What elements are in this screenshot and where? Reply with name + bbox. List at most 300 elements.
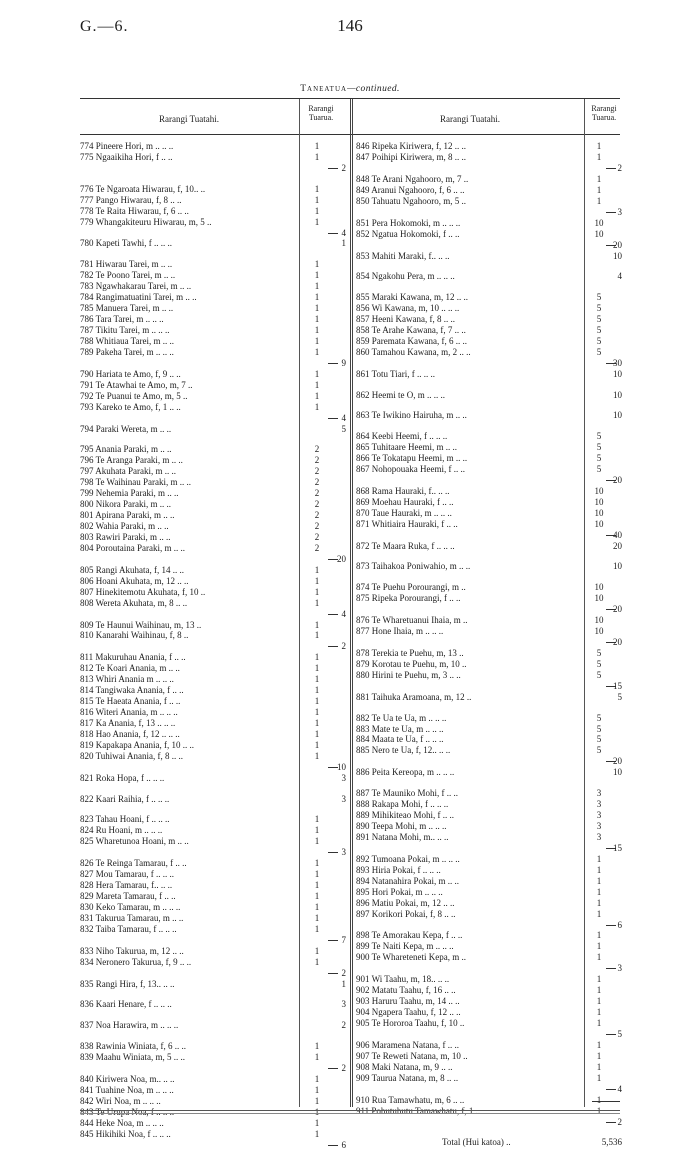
- grand-total-value: 5,536: [601, 1137, 622, 1148]
- entry-row: [80, 773, 350, 784]
- first-roll-value: 1: [314, 292, 320, 303]
- entry-name: 849 Aranui Ngahooro, f, 6 .. ..: [356, 184, 465, 195]
- first-roll-value: 5: [596, 442, 602, 453]
- entry-row: [80, 521, 350, 532]
- entry-name: 818 Hao Anania, f, 12 .. .. ..: [80, 729, 180, 739]
- entry-name: 901 Wi Taahu, m, 18.. .. ..: [356, 974, 450, 985]
- entry-row: [356, 876, 622, 887]
- entry-name: 829 Mareta Tamarau, f .. ..: [80, 891, 176, 902]
- entry-name: 813 Whiri Anania m .. .. ..: [80, 674, 174, 685]
- first-roll-value: 1: [314, 891, 320, 902]
- first-roll-value: 1: [314, 1052, 320, 1063]
- section-divider: [350, 99, 353, 1107]
- entry-row: [80, 902, 350, 913]
- subtotal-row: [356, 475, 622, 486]
- entry-row: [80, 957, 350, 968]
- first-roll-value: 1: [314, 1095, 320, 1106]
- entry-name: 878 Terekia te Puehu, m, 13 ..: [356, 647, 464, 658]
- entry-row: [80, 184, 350, 195]
- entry-name: 791 Te Atawhai te Amo, m, 7 ..: [80, 379, 193, 390]
- entry-name: 862 Heemi te O, m .. .. ..: [356, 389, 445, 400]
- entry-name: 904 Ngapera Taahu, f, 12 .. ..: [356, 1007, 461, 1018]
- second-roll-value: 2: [341, 641, 346, 652]
- entry-row: [356, 887, 622, 898]
- entry-row: [80, 369, 350, 380]
- entry-name: 910 Rua Tamawhatu, m, 6 .. ..: [356, 1094, 465, 1105]
- first-roll-value: 1: [314, 869, 320, 880]
- second-roll-value: 3: [341, 772, 346, 783]
- entry-row: [80, 455, 350, 466]
- first-roll-value: 10: [594, 626, 604, 637]
- first-roll-value: 2: [314, 444, 320, 455]
- entry-row: [80, 303, 350, 314]
- subtotal-row: [80, 609, 350, 620]
- entry-name: 867 Nohopouaka Heemi, f .. ..: [356, 464, 465, 475]
- entry-name: 807 Hinekitemotu Akuhata, f, 10 ..: [80, 586, 206, 597]
- first-roll-value: 5: [596, 303, 602, 314]
- entry-name: 796 Te Aranga Paraki, m .. ..: [80, 455, 183, 466]
- entry-row: [356, 141, 622, 152]
- first-roll-value: 5: [596, 669, 602, 680]
- entry-name: 806 Hoani Akuhata, m, 12 .. ..: [80, 575, 189, 586]
- page-number: 146: [337, 16, 363, 35]
- first-roll-value: 10: [594, 217, 604, 228]
- entry-row: [80, 444, 350, 455]
- first-roll-value: 1: [596, 1105, 602, 1116]
- entry-row: [80, 814, 350, 825]
- entry-row: [80, 946, 350, 957]
- second-roll-value: 3: [617, 963, 622, 974]
- first-roll-value: 10: [594, 615, 604, 626]
- entry-row: [356, 174, 622, 185]
- entry-name: 800 Nikora Paraki, m .. ..: [80, 499, 171, 510]
- first-roll-value: 1: [314, 205, 320, 216]
- first-roll-value: 3: [596, 788, 602, 799]
- first-roll-value: 1: [314, 281, 320, 292]
- entry-row: [356, 486, 622, 497]
- entry-row: [356, 788, 622, 799]
- entry-row: [356, 325, 622, 336]
- second-roll-value: 3: [341, 999, 346, 1010]
- entry-row: [356, 561, 622, 572]
- second-roll-value: 2: [617, 162, 622, 173]
- entry-name: 908 Maki Natana, m, 9 .. ..: [356, 1061, 453, 1072]
- entry-row: [80, 858, 350, 869]
- entry-name: 872 Te Maara Ruka, f .. .. ..: [356, 540, 455, 551]
- entry-name: 886 Peita Kereopa, m .. .. ..: [356, 767, 455, 778]
- entry-name: 852 Ngatua Hokomoki, f .. ..: [356, 228, 460, 239]
- entry-name: 876 Te Wharetuanui Ihaia, m ..: [356, 615, 468, 626]
- entry-name: 815 Te Haeata Anania, f .. ..: [80, 696, 181, 707]
- entry-row: [80, 587, 350, 598]
- first-roll-value: 2: [314, 499, 320, 510]
- entry-name: 803 Rawiri Paraki, m .. ..: [80, 531, 171, 542]
- entry-name: 795 Anania Paraki, m .. ..: [80, 444, 172, 455]
- entry-row: [356, 519, 622, 530]
- entry-row: [356, 821, 622, 832]
- entry-row: [80, 869, 350, 880]
- table-subtitle: [0, 84, 700, 94]
- entry-row: [80, 532, 350, 543]
- entry-row: [80, 141, 350, 152]
- entry-name: 776 Te Ngaroata Hiwarau, f, 10.. ..: [80, 183, 206, 194]
- first-roll-value: 1: [596, 1039, 602, 1050]
- first-roll-value: 1: [596, 1072, 602, 1083]
- first-roll-value: 5: [596, 431, 602, 442]
- second-roll-value: 2: [617, 1116, 622, 1127]
- total-double-rule: [592, 1101, 620, 1102]
- entry-name: 884 Maata te Ua, f .. .. ..: [356, 734, 444, 745]
- entry-row: [356, 648, 622, 659]
- entry-row: [356, 508, 622, 519]
- entry-name: 808 Wereta Akuhata, m, 8 .. ..: [80, 597, 188, 608]
- entry-name: 883 Mate te Ua, m .. .. ..: [356, 723, 444, 734]
- second-roll-value: 4: [617, 1083, 622, 1094]
- first-roll-value: 1: [314, 956, 320, 967]
- entry-name: 843 Te Urupa Noa, f .. .. ..: [80, 1106, 175, 1117]
- entry-name: 905 Te Hororoa Taahu, f, 10 ..: [356, 1018, 465, 1029]
- first-roll-value: 10: [594, 228, 604, 239]
- entry-name: 782 Te Poono Tarei, m .. ..: [80, 270, 176, 281]
- entry-name: 857 Heeni Kawana, f, 8 .. ..: [356, 314, 455, 324]
- second-roll-value: 10: [613, 389, 622, 400]
- second-roll-value: 2: [341, 1062, 346, 1073]
- entry-row: [80, 325, 350, 336]
- first-roll-value: 5: [596, 324, 602, 335]
- second-roll-value: 2: [341, 1020, 346, 1031]
- right-main-column-header: Rarangi Tuatahi.: [440, 114, 500, 124]
- entry-name: 828 Hera Tamarau, f.. .. ..: [80, 880, 173, 891]
- entry-name: 827 Mou Tamarau, f .. .. ..: [80, 869, 174, 880]
- entry-name: 851 Pera Hokomoki, m .. .. ..: [356, 217, 461, 228]
- entry-row: [356, 767, 622, 778]
- first-roll-value: 1: [314, 597, 320, 608]
- entry-name: 854 Ngakohu Pera, m .. .. ..: [356, 271, 455, 282]
- entry-row: [80, 292, 350, 303]
- first-roll-value: 1: [596, 952, 602, 963]
- entry-row: [80, 1074, 350, 1085]
- first-roll-value: 2: [314, 520, 320, 531]
- entry-row: [80, 913, 350, 924]
- subtotal-row: [80, 762, 350, 773]
- entry-name: 787 Tikitu Tarei, m .. .. ..: [80, 324, 170, 335]
- first-roll-value: 1: [314, 151, 320, 162]
- entry-row: [356, 930, 622, 941]
- entry-row: [356, 453, 622, 464]
- second-roll-value: 5: [617, 1029, 622, 1040]
- first-roll-value: 1: [314, 194, 320, 205]
- subtotal-row: [356, 207, 622, 218]
- entry-name: 779 Whangakiteuru Hiwarau, m, 5 ..: [80, 216, 212, 227]
- first-roll-value: 1: [314, 880, 320, 891]
- entry-name: 869 Moehau Hauraki, f .. ..: [356, 496, 454, 507]
- entry-row: [356, 615, 622, 626]
- entry-name: 888 Rakapa Mohi, f .. .. ..: [356, 799, 449, 810]
- entry-row: [356, 1018, 622, 1029]
- entry-name: 885 Nero te Ua, f, 12.. .. ..: [356, 745, 451, 756]
- entry-row: [80, 836, 350, 847]
- first-roll-value: 1: [314, 718, 320, 729]
- entry-row: [356, 196, 622, 207]
- entry-name: 891 Natana Mohi, m.. .. ..: [356, 831, 449, 842]
- right-roll-column: [356, 141, 622, 1148]
- subtitle-continued: —continued.: [347, 84, 400, 94]
- entry-row: [80, 740, 350, 751]
- entry-name: 834 Neronero Takurua, f, 9 .. ..: [80, 956, 192, 967]
- entry-row: [356, 497, 622, 508]
- subtotal-row: [80, 358, 350, 369]
- first-roll-value: 5: [596, 658, 602, 669]
- second-roll-value: 5: [341, 423, 346, 434]
- entry-row: [80, 696, 350, 707]
- entry-name: 801 Apirana Paraki, m .. ..: [80, 510, 175, 520]
- entry-row: [356, 582, 622, 593]
- first-roll-value: 1: [314, 401, 320, 412]
- table-bottom-rule-2: [80, 1113, 620, 1114]
- entry-row: [356, 229, 622, 240]
- first-roll-value: 1: [314, 303, 320, 314]
- entry-name: 786 Tara Tarei, m .. .. ..: [80, 314, 164, 324]
- entry-name: 831 Takurua Tamarau, m .. ..: [80, 912, 184, 923]
- entry-name: 826 Te Reinga Tamarau, f .. ..: [80, 858, 187, 869]
- entry-name: 855 Maraki Kawana, m, 12 .. ..: [356, 292, 468, 303]
- document-reference: G.—6.: [80, 18, 129, 35]
- first-roll-value: 1: [314, 259, 320, 270]
- entry-name: 810 Kanarahi Waihinau, f, 8 ..: [80, 630, 189, 641]
- first-roll-value: 3: [596, 820, 602, 831]
- entry-row: [356, 185, 622, 196]
- subtotal-row: [356, 963, 622, 974]
- entry-name: 830 Keko Tamarau, m .. .. ..: [80, 902, 181, 913]
- entry-name: 783 Ngawhakarau Tarei, m .. ..: [80, 281, 192, 292]
- entry-name: 863 Te Iwikino Hairuha, m .. ..: [356, 410, 467, 421]
- entry-name: 889 Mihikiteao Mohi, f .. ..: [356, 810, 454, 821]
- entry-row: [80, 488, 350, 499]
- entry-name: 866 Te Tokatapu Heemi, m .. ..: [356, 453, 468, 464]
- entry-row: [80, 576, 350, 587]
- entry-name: Total (Hui katoa) ..: [442, 1137, 511, 1148]
- entry-name: 868 Rama Hauraki, f.. .. ..: [356, 485, 450, 496]
- entry-name: 864 Keebi Heemi, f .. .. ..: [356, 431, 448, 442]
- entry-name: 790 Hariata te Amo, f, 9 .. ..: [80, 368, 181, 379]
- entry-row: [356, 898, 622, 909]
- entry-name: 850 Tahuatu Ngahooro, m, 5 ..: [356, 195, 466, 206]
- first-roll-value: 5: [596, 314, 602, 324]
- entry-row: [356, 713, 622, 724]
- entry-row: [80, 598, 350, 609]
- second-roll-value: 4: [617, 271, 622, 282]
- entry-row: [80, 270, 350, 281]
- subtotal-row: [80, 1140, 350, 1151]
- entry-name: 805 Rangi Akuhata, f, 14 .. ..: [80, 564, 184, 575]
- entry-row: [80, 1118, 350, 1129]
- entry-row: [356, 593, 622, 604]
- first-roll-value: 1: [314, 564, 320, 575]
- first-roll-value: 1: [314, 1084, 320, 1095]
- subtotal-row: [80, 413, 350, 424]
- entry-name: 897 Korikori Pokai, f, 8 .. ..: [356, 908, 456, 919]
- entry-row: [356, 541, 622, 552]
- first-roll-value: 1: [314, 335, 320, 346]
- entry-name: 848 Te Arani Ngahooro, m, 7 ..: [356, 173, 469, 184]
- first-roll-value: 1: [314, 729, 320, 739]
- entry-row: [356, 854, 622, 865]
- subtotal-row: [80, 847, 350, 858]
- first-roll-value: 1: [314, 379, 320, 390]
- second-roll-value: 15: [613, 680, 622, 691]
- entry-row: [356, 1073, 622, 1084]
- subtotal-row: [356, 604, 622, 615]
- entry-name: 906 Maramena Natana, f .. ..: [356, 1039, 459, 1050]
- first-roll-value: 2: [314, 531, 320, 542]
- entry-name: 865 Tuhitaare Heemi, m .. ..: [356, 442, 457, 453]
- first-roll-value: 1: [596, 985, 602, 996]
- entry-row: [80, 718, 350, 729]
- second-roll-value: 10: [613, 767, 622, 778]
- entry-name: 812 Te Koari Anania, m .. ..: [80, 663, 180, 674]
- first-roll-value: 1: [314, 750, 320, 761]
- subtotal-row: [356, 1117, 622, 1128]
- entry-row: [356, 659, 622, 670]
- entry-row: [356, 799, 622, 810]
- first-roll-value: 1: [314, 858, 320, 869]
- entry-name: 874 Te Puehu Porourangi, m ..: [356, 582, 466, 593]
- subtotal-row: [356, 358, 622, 369]
- first-roll-value: 1: [596, 853, 602, 864]
- first-roll-value: 1: [314, 216, 320, 227]
- subtotal-row: [80, 1063, 350, 1074]
- second-roll-value: 20: [613, 637, 622, 648]
- first-roll-value: 1: [596, 1018, 602, 1029]
- subtotal-row: [356, 843, 622, 854]
- subtotal-row: [80, 228, 350, 239]
- second-roll-value: 6: [617, 919, 622, 930]
- entry-row: [356, 1106, 622, 1117]
- first-roll-value: 1: [596, 897, 602, 908]
- first-roll-value: 1: [314, 902, 320, 913]
- entry-row: [356, 218, 622, 229]
- first-roll-value: 1: [314, 1041, 320, 1052]
- first-roll-value: 1: [596, 141, 602, 151]
- first-roll-value: 1: [314, 923, 320, 934]
- entry-row: [356, 152, 622, 163]
- entry-name: 816 Witeri Anania, m .. .. ..: [80, 707, 178, 718]
- second-roll-value: 20: [613, 540, 622, 551]
- entry-name: 811 Makuruhau Anania, f .. ..: [80, 652, 186, 663]
- entry-row: [80, 314, 350, 325]
- entry-row: [356, 734, 622, 745]
- entry-row: [80, 794, 350, 805]
- entry-name: 777 Pango Hiwarau, f, 8 .. ..: [80, 194, 182, 205]
- entry-row: [80, 979, 350, 990]
- entry-row: [80, 391, 350, 402]
- entry-name: 899 Te Naiti Kepa, m .. .. ..: [356, 941, 454, 952]
- entry-row: [80, 1041, 350, 1052]
- first-roll-value: 2: [314, 510, 320, 520]
- first-roll-value: 1: [596, 173, 602, 184]
- second-roll-value: 15: [613, 842, 622, 853]
- first-roll-value: 1: [596, 195, 602, 206]
- entry-name: 833 Niho Takurua, m, 12 .. ..: [80, 945, 184, 956]
- first-roll-value: 1: [596, 1094, 602, 1105]
- subtotal-row: [80, 554, 350, 565]
- left-main-column-header: Rarangi Tuatahi.: [159, 114, 219, 124]
- first-roll-value: 3: [596, 831, 602, 842]
- entry-name: 819 Kapakapa Anania, f, 10 .. ..: [80, 739, 194, 750]
- first-roll-value: 1: [596, 151, 602, 162]
- subtotal-row: [80, 968, 350, 979]
- total-row: [356, 1137, 622, 1148]
- entry-row: [80, 466, 350, 477]
- second-roll-value: 1: [341, 238, 346, 249]
- entry-name: 894 Natanahira Pokai, m .. ..: [356, 875, 459, 886]
- first-roll-value: 1: [314, 1117, 320, 1128]
- first-roll-value: 1: [314, 368, 320, 379]
- entry-row: [356, 390, 622, 401]
- subtotal-row: [80, 641, 350, 652]
- second-roll-value: 2: [341, 162, 346, 173]
- first-roll-value: 10: [594, 518, 604, 529]
- entry-row: [80, 217, 350, 228]
- entry-row: [80, 1085, 350, 1096]
- first-roll-value: 10: [594, 496, 604, 507]
- entry-row: [80, 477, 350, 488]
- second-roll-value: 4: [341, 227, 346, 238]
- first-roll-value: 1: [314, 685, 320, 696]
- entry-name: 797 Akuhata Paraki, m .. ..: [80, 466, 176, 477]
- first-roll-value: 1: [596, 941, 602, 952]
- entry-name: 822 Kaari Raihia, f .. .. ..: [80, 793, 170, 804]
- entry-name: 909 Taurua Natana, m, 8 .. ..: [356, 1072, 459, 1083]
- subtotal-row: [356, 1084, 622, 1095]
- entry-name: 835 Rangi Hira, f, 13.. .. ..: [80, 978, 175, 989]
- second-roll-value: 5: [617, 691, 622, 702]
- entry-name: 789 Pakeha Tarei, m .. .. ..: [80, 346, 174, 357]
- entry-row: [80, 674, 350, 685]
- entry-name: 846 Ripeka Kiriwera, f, 12 .. ..: [356, 141, 466, 151]
- first-roll-value: 5: [596, 712, 602, 723]
- first-roll-value: 5: [596, 346, 602, 357]
- entry-name: 823 Tahau Hoani, f .. .. ..: [80, 814, 170, 825]
- entry-name: 839 Maahu Winiata, m, 5 .. ..: [80, 1052, 185, 1063]
- entry-name: 875 Ripeka Porourangi, f .. ..: [356, 593, 461, 604]
- first-roll-value: 1: [314, 945, 320, 956]
- subtotal-row: [356, 1029, 622, 1040]
- entry-row: [80, 510, 350, 521]
- first-roll-value: 5: [596, 453, 602, 464]
- first-roll-value: 1: [596, 1050, 602, 1061]
- first-roll-value: 1: [314, 912, 320, 923]
- entry-name: 775 Ngaaikiha Hori, f .. ..: [80, 151, 173, 162]
- entry-row: [80, 206, 350, 217]
- entry-name: 860 Tamahou Kawana, m, 2 .. ..: [356, 346, 471, 357]
- first-roll-value: 2: [314, 455, 320, 466]
- left-roll-column: [80, 141, 350, 1150]
- second-roll-value: 3: [341, 847, 346, 858]
- entry-row: [80, 152, 350, 163]
- second-roll-value: 30: [613, 357, 622, 368]
- entry-row: [80, 891, 350, 902]
- table-bottom-rule: [80, 1110, 620, 1111]
- entry-row: [80, 565, 350, 576]
- first-roll-value: 1: [314, 390, 320, 401]
- entry-name: 821 Roka Hopa, f .. .. ..: [80, 772, 165, 783]
- first-roll-value: 1: [314, 586, 320, 597]
- entry-name: 785 Manuera Tarei, m .. ..: [80, 303, 174, 314]
- entry-row: [356, 996, 622, 1007]
- entry-name: 887 Te Mauniko Mohi, f .. ..: [356, 788, 458, 799]
- second-roll-value: 9: [341, 357, 346, 368]
